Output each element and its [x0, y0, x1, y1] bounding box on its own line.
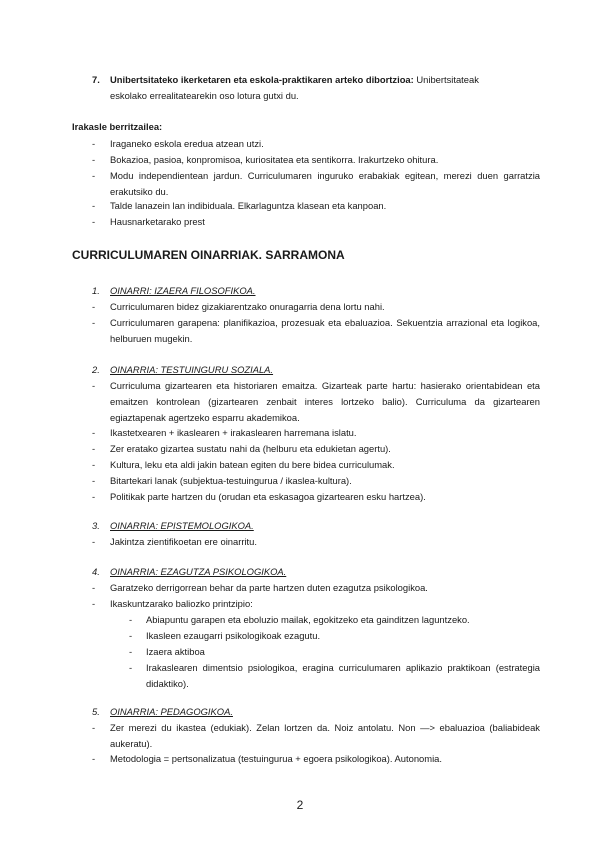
- base-1-title: [110, 283, 256, 299]
- base-1-title-text: OINARRI: IZAERA FILOSOFIKOA.: [110, 285, 256, 296]
- teacher-heading: Irakasle berritzailea:: [72, 121, 163, 132]
- base-2-item: Politikak parte hartzen du (orudan eta eskasagoa gizartearen esku hartzea).: [110, 491, 426, 502]
- item-7-text-rest: Unibertsitateak: [416, 74, 479, 85]
- teacher-item: Iraganeko eskola eredua atzean utzi.: [110, 138, 264, 149]
- bullet-dash: -: [92, 536, 96, 547]
- base-5-item: Zer merezi du ikastea (edukiak). Zelan lortzen da. Noiz antolatu. Non —> ebaluazioa (baliabideak aukeratu).: [110, 722, 540, 749]
- base-4-title: [110, 564, 286, 580]
- bullet-dash: -: [129, 646, 133, 657]
- bullet-dash: -: [92, 216, 96, 227]
- base-3-number: 3.: [92, 520, 100, 531]
- bullet-dash: -: [129, 630, 133, 641]
- bullet-dash: -: [92, 443, 96, 454]
- bullet-dash: -: [92, 301, 96, 312]
- base-2-number: 2.: [92, 364, 100, 375]
- base-2-item: Bitartekari lanak (subjektua-testuingurua / ikaslea-kultura).: [110, 475, 352, 486]
- base-4-title-text: OINARRIA: EZAGUTZA PSIKOLOGIKOA.: [110, 566, 287, 577]
- bullet-dash: -: [92, 170, 96, 181]
- teacher-item: Modu independientean jardun. Curriculumaren inguruko erabakiak egitean, merezi duen garratzia erakutsiko du.: [110, 170, 540, 197]
- base-5-number: 5.: [92, 706, 100, 717]
- base-1-item: Curriculumaren garapena: planifikazioa, prozesuak eta ebaluazioa. Sekuentzia arrazional eta logikoa, helburuen mugekin.: [110, 317, 540, 344]
- base-3-item: Jakintza zientifikoetan ere oinarritu.: [110, 536, 257, 547]
- bullet-dash: -: [92, 154, 96, 165]
- base-4-item: Garatzeko derrigorrean behar da parte hartzen duten ezagutza psikologikoa.: [110, 582, 428, 593]
- bullet-dash: -: [92, 317, 96, 328]
- teacher-item: Bokazioa, pasioa, konpromisoa, kuriositatea eta sentikorra. Irakurtzeko ohitura.: [110, 154, 439, 165]
- section-title: CURRICULUMAREN OINARRIAK. SARRAMONA: [72, 248, 345, 262]
- bullet-dash: -: [92, 427, 96, 438]
- base-4-subitem: Abiapuntu garapen eta eboluzio mailak, egokitzeko eta gainditzen laguntzeko.: [146, 614, 470, 625]
- bullet-dash: -: [92, 475, 96, 486]
- base-1-number: 1.: [92, 285, 100, 296]
- bullet-dash: -: [129, 614, 133, 625]
- item-7-paragraph: [110, 72, 540, 88]
- base-4-subitem: Irakaslearen dimentsio psiologikoa, eragina curriculumaren aplikazio praktikoan (estrategia didaktiko).: [146, 662, 540, 689]
- base-4-item: Ikaskuntzarako baliozko printzipio:: [110, 598, 253, 609]
- bullet-dash: -: [92, 380, 96, 391]
- base-2-item: Ikastetxearen + ikaslearen + irakaslearen harremana islatu.: [110, 427, 357, 438]
- bullet-dash: -: [92, 200, 96, 211]
- page-number: 2: [296, 798, 304, 812]
- base-4-subitem: Izaera aktiboa: [146, 646, 205, 657]
- teacher-item: Talde lanazein lan indibiduala. Elkarlaguntza klasean eta kanpoan.: [110, 200, 387, 211]
- base-3-title-text: OINARRIA: EPISTEMOLOGIKOA.: [110, 520, 254, 531]
- base-4-number: 4.: [92, 566, 100, 577]
- base-2-title: [110, 362, 273, 378]
- base-2-item: Zer eratako gizartea sustatu nahi da (helburu eta edukietan agertu).: [110, 443, 391, 454]
- bullet-dash: -: [92, 459, 96, 470]
- base-5-item: Metodologia = pertsonalizatua (testuingurua + egoera psikologikoa). Autonomia.: [110, 753, 442, 764]
- base-2-title-text: OINARRIA: TESTUINGURU SOZIALA.: [110, 364, 274, 375]
- bullet-dash: -: [129, 662, 133, 673]
- item-7-number: 7.: [92, 74, 100, 85]
- bullet-dash: -: [92, 722, 96, 733]
- base-3-title: [110, 518, 254, 534]
- item-7-line2: eskolako errealitatearekin oso lotura gutxi du.: [110, 90, 299, 101]
- item-7-title: Unibertsitateko ikerketaren eta eskola-praktikaren arteko dibortzioa:: [110, 74, 414, 85]
- base-4-subitem: Ikasleen ezaugarri psikologikoak ezagutu.: [146, 630, 321, 641]
- bullet-dash: -: [92, 582, 96, 593]
- bullet-dash: -: [92, 753, 96, 764]
- bullet-dash: -: [92, 138, 96, 149]
- base-5-title: [110, 704, 233, 720]
- base-5-title-text: OINARRIA: PEDAGOGIKOA.: [110, 706, 233, 717]
- base-2-item: Kultura, leku eta aldi jakin batean egiten du bere bidea curriculumak.: [110, 459, 395, 470]
- base-2-item: Curriculuma gizartearen eta historiaren emaitza. Gizarteak parte hartu: hasierako orientabidean eta emaitzen kontrolean (gizartearen zenbait interes lortzeko balio). Curriculuma da gizartearen egiaztapenak agertzeko esparru akademikoa.: [110, 380, 540, 423]
- bullet-dash: -: [92, 598, 96, 609]
- teacher-item: Hausnarketarako prest: [110, 216, 205, 227]
- base-1-item: Curriculumaren bidez gizakiarentzako onuragarria dena lortu nahi.: [110, 301, 385, 312]
- bullet-dash: -: [92, 491, 96, 502]
